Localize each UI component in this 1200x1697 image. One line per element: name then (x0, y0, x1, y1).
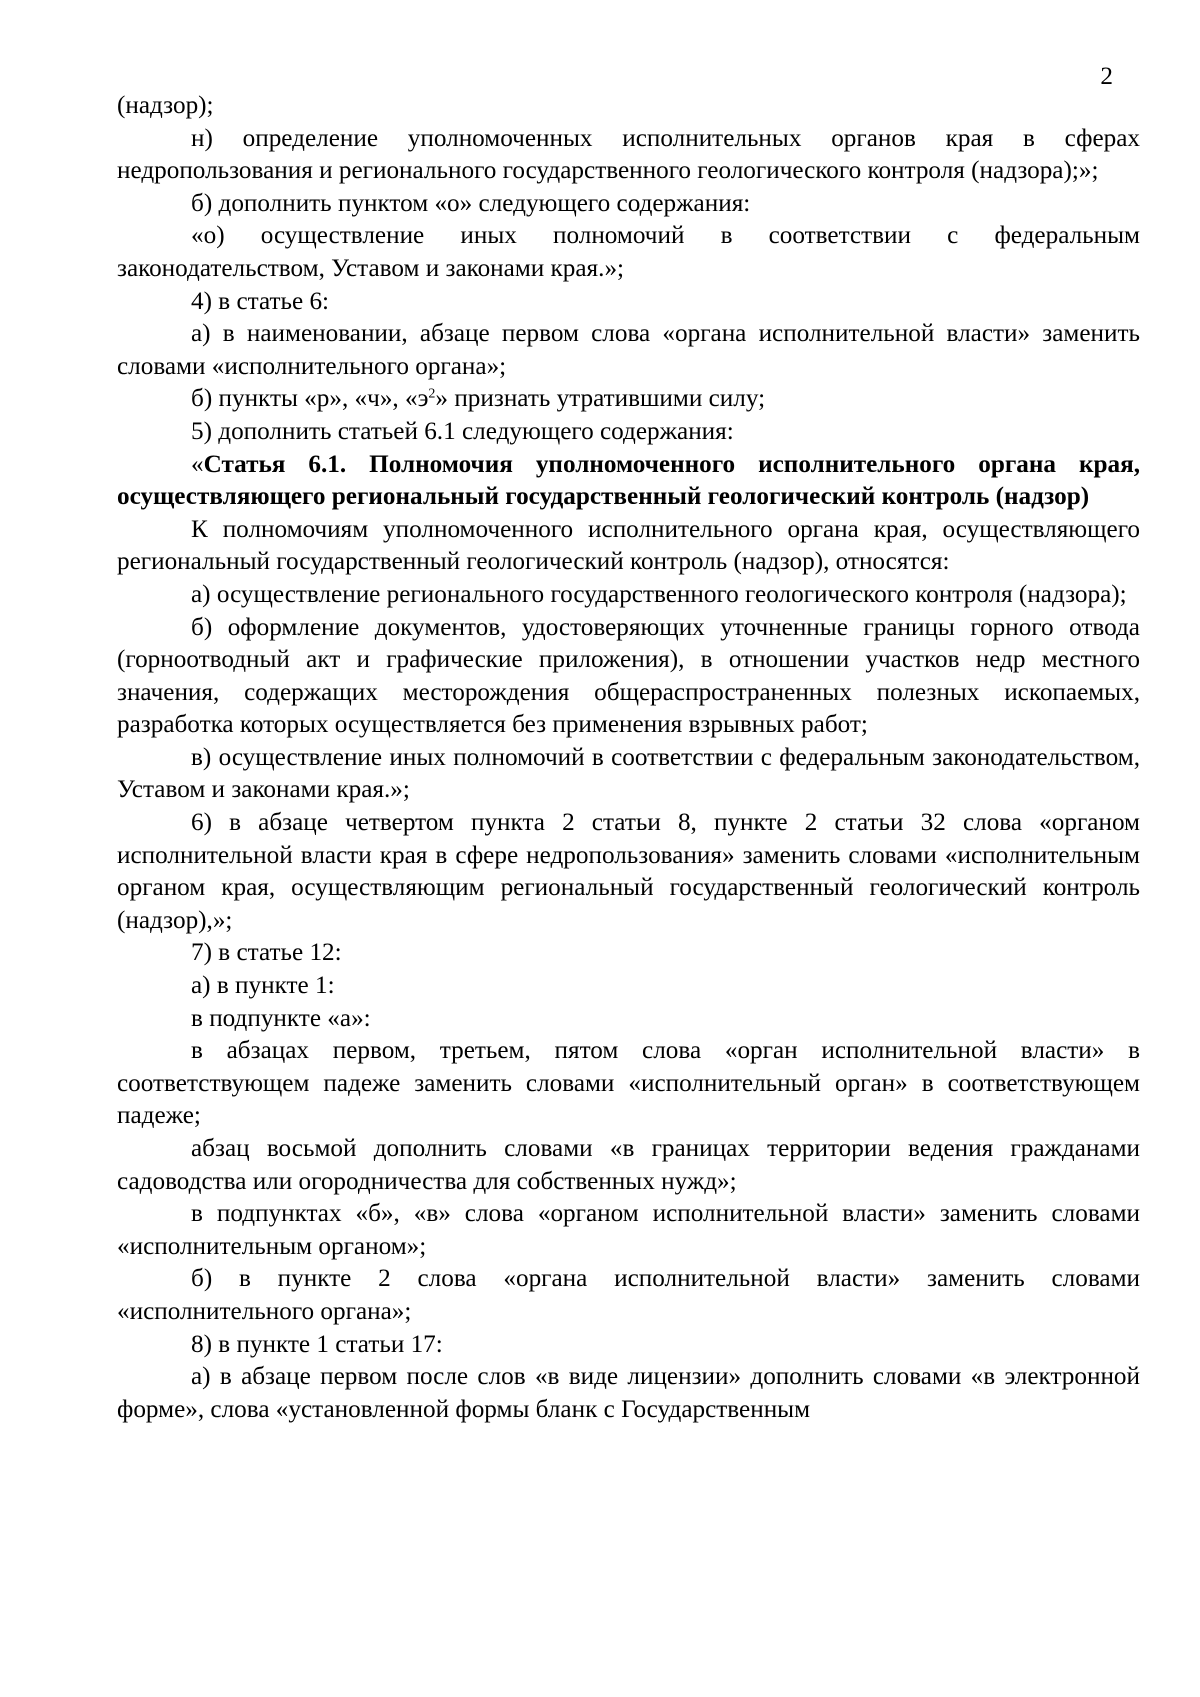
paragraph: «о) осуществление иных полномочий в соответствии с федеральным законодательством, Уставом и законами края.»; (117, 222, 1140, 282)
paragraph: 5) дополнить статьей 6.1 следующего содержания: (191, 417, 734, 445)
page-number: 2 (1100, 63, 1113, 90)
paragraph: б) в пункте 2 слова «органа исполнительной власти» заменить словами «исполнительного органа»; (117, 1265, 1140, 1325)
paragraph: в абзацах первом, третьем, пятом слова «орган исполнительной власти» в соответствующем падеже заменить словами «исполнительный орган» в соответствующем падеже; (117, 1037, 1140, 1130)
paragraph: б) оформление документов, удостоверяющих уточненные границы горного отвода (горноотводный акт и графические приложения), в отношении участков недр местного значения, содержащих месторождения общераспространенных полезных ископаемых, разработка которых осуществляется без применения взрывных работ; (117, 613, 1140, 739)
superscript: 2 (428, 386, 436, 402)
paragraph: 4) в статье 6: (191, 287, 330, 315)
paragraph: а) осуществление регионального государственного геологического контроля (надзора); (191, 580, 1127, 608)
document-body (117, 90, 1140, 1426)
paragraph-text: б) пункты «р», «ч», «э (191, 385, 429, 413)
paragraph: а) в наименовании, абзаце первом слова «органа исполнительной власти» заменить словами «исполнительного органа»; (117, 320, 1140, 380)
paragraph: в подпунктах «б», «в» слова «органом исполнительной власти» заменить словами «исполнительным органом»; (117, 1200, 1140, 1260)
paragraph: а) в пункте 1: (191, 972, 335, 1000)
paragraph: н) определение уполномоченных исполнительных органов края в сферах недропользования и регионального государственного геологического контроля (надзора);»; (117, 124, 1140, 185)
paragraph: (надзор); (117, 92, 214, 119)
article-title: Статья 6.1. Полномочия уполномоченного исполнительного органа края, осуществляющего региональный государственный геологический контроль (надзор) (117, 450, 1140, 511)
paragraph-text: » признать утратившими силу; (435, 385, 766, 413)
paragraph: 7) в статье 12: (191, 939, 342, 967)
paragraph: 8) в пункте 1 статьи 17: (191, 1330, 443, 1358)
paragraph: 6) в абзаце четвертом пункта 2 статьи 8, пункте 2 статьи 32 слова «органом исполнительной власти края в сфере недропользования» заменить словами «исполнительным органом края, осуществляющим региональный государственный геологический контроль (надзор),»; (117, 809, 1140, 934)
paragraph (117, 383, 1140, 416)
paragraph: в подпункте «а»: (191, 1004, 371, 1032)
paragraph: К полномочиям уполномоченного исполнительного органа края, осуществляющего региональный государственный геологический контроль (надзор), относятся: (117, 515, 1140, 576)
article-heading (117, 449, 1140, 514)
paragraph: а) в абзаце первом после слов «в виде лицензии» дополнить словами «в электронной форме», слова «установленной формы бланк с Государственным (117, 1363, 1140, 1423)
opening-quote: « (191, 450, 204, 478)
paragraph: б) дополнить пунктом «о» следующего содержания: (191, 189, 751, 217)
paragraph: в) осуществление иных полномочий в соответствии с федеральным законодательством, Уставом и законами края.»; (117, 743, 1140, 804)
paragraph: абзац восьмой дополнить словами «в границах территории ведения гражданами садоводства или огородничества для собственных нужд»; (117, 1135, 1140, 1195)
